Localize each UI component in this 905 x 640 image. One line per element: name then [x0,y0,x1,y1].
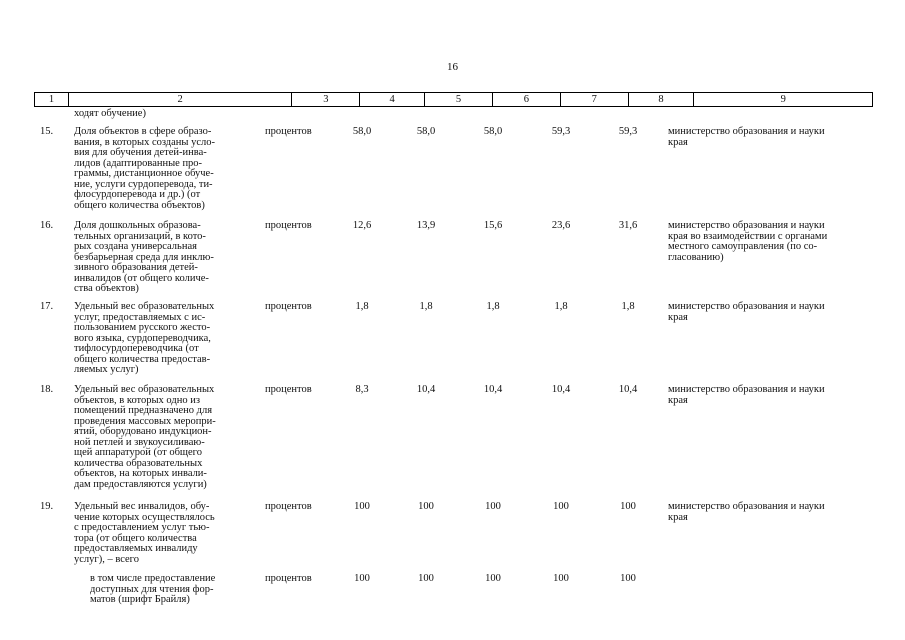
description-line: дам предоставляются услуги) [74,478,207,490]
description-line: объектов, в которых одно из [74,394,200,406]
header-col-5: 5 [425,93,493,106]
value-cell: 10,4 [416,384,436,395]
value-cell: 100 [553,573,569,584]
row-number: 19. [40,501,54,512]
value-cell: 100 [354,573,370,584]
value-cell: 31,6 [618,220,638,231]
header-col-7: 7 [561,93,629,106]
value-cell: 58,0 [483,126,503,137]
unit-cell: процентов [265,301,312,312]
description-line: вого языка, сурдопереводчика, [74,332,211,344]
value-cell: 1,8 [419,301,433,312]
description-line: безбарьерная среда для инклю- [74,251,214,263]
responsible-line: края во взаимодействии с органами [668,230,828,242]
responsible-line: гласованию) [668,251,724,263]
unit-cell: процентов [265,384,312,395]
description-line: пользованием русского жесто- [74,322,211,333]
responsible-line: края [668,136,688,148]
table-header-row [34,92,873,107]
description-line: проведения массовых меропри- [74,415,216,427]
value-cell: 1,8 [554,301,568,312]
description-line: предоставляемых инвалиду [74,543,198,554]
responsible-line: министерство образования и науки [668,301,825,312]
value-cell: 8,3 [355,384,369,395]
description-line: матов (шрифт Брайля) [90,594,190,605]
description-line: вия для обучения детей-инва- [74,147,207,158]
description-line: инвалидов (от общего количе- [74,272,209,284]
indicator-description [90,574,255,606]
description-line: ства объектов) [74,283,139,294]
value-cell: 1,8 [621,301,635,312]
description-line: Удельный вес образовательных [74,384,215,395]
header-col-1: 1 [35,93,69,106]
indicator-description [74,385,254,490]
description-line: зивного образования детей- [74,262,198,273]
description-line: услуг), – всего [74,553,139,565]
unit-cell: процентов [265,501,312,512]
header-col-3: 3 [292,93,360,106]
header-col-9: 9 [780,94,786,105]
description-line: флосурдоперевода и др.) (от [74,189,201,200]
responsible-line: местного самоуправления (по со- [668,241,818,252]
value-cell: 10,4 [483,384,503,395]
page-number: 16 [447,61,458,73]
responsible-line: министерство образования и науки [668,220,825,231]
description-line: с предоставлением услуг тью- [74,522,210,533]
description-line: услуг, предоставляемых с ис- [74,311,206,323]
value-cell: 58,0 [416,126,436,137]
unit-cell: процентов [265,220,312,231]
value-cell: 100 [418,501,434,512]
responsible-cell [668,127,873,148]
value-cell: 100 [620,501,636,512]
description-line: граммы, дистанционное обуче- [74,168,214,179]
responsible-line: края [668,311,688,323]
indicator-description [74,221,254,295]
indicator-description [74,302,254,376]
description-line: ляемых услуг) [74,364,139,375]
description-line: тифлосурдопереводчика (от [74,343,199,354]
description-line: в том числе предоставление [90,573,216,584]
value-cell: 10,4 [618,384,638,395]
value-cell: 13,9 [416,220,436,231]
indicator-description [74,127,254,211]
value-cell: 1,8 [486,301,500,312]
value-cell: 58,0 [352,126,372,137]
row-number: 16. [40,220,54,231]
description-line: помещений предназначено для [74,405,213,416]
description-line: тора (от общего количества [74,532,197,544]
description-line: Удельный вес инвалидов, обу- [74,501,210,512]
value-cell: 100 [485,501,501,512]
header-col-2: 2 [69,93,292,106]
value-cell: 1,8 [355,301,369,312]
header-col-4: 4 [360,93,425,106]
responsible-cell [668,385,873,406]
description-line: ние, услуги сурдоперевода, ти- [74,178,213,190]
value-cell: 59,3 [551,126,571,137]
description-line: тельных организаций, в кото- [74,230,206,242]
description-line: доступных для чтения фор- [90,583,214,595]
description-line: чение которых осуществлялось [74,511,215,523]
value-cell: 100 [553,501,569,512]
value-cell: 10,4 [551,384,571,395]
description-line: рых создана универсальная [74,241,197,252]
value-cell: 100 [418,573,434,584]
value-cell: 15,6 [483,220,503,231]
description-line: Доля дошкольных образова- [74,220,201,231]
value-cell: 100 [485,573,501,584]
row-number: 17. [40,301,54,312]
value-cell: 59,3 [618,126,638,137]
description-line: Удельный вес образовательных [74,301,215,312]
description-line: общего количества предостав- [74,353,211,365]
responsible-cell [668,502,873,523]
header-col-6: 6 [493,93,561,106]
description-line: лидов (адаптированные про- [74,157,203,169]
description-line: щей аппаратурой (от общего [74,447,202,458]
responsible-cell [668,302,873,323]
row-number: 18. [40,384,54,395]
value-cell: 100 [354,501,370,512]
value-cell: 12,6 [352,220,372,231]
description-line: ятий, оборудовано индукцион- [74,426,212,437]
responsible-line: министерство образования и науки [668,384,825,395]
responsible-cell [668,221,873,263]
description-line: вания, в которых созданы усло- [74,136,216,148]
description-line: общего количества объектов) [74,199,205,211]
description-line: ной петлей и звукоусиливаю- [74,436,205,448]
value-cell: 23,6 [551,220,571,231]
unit-cell: процентов [265,126,312,137]
description-line: объектов, на которых инвали- [74,468,207,479]
header-col-8: 8 [629,93,695,106]
indicator-description [74,502,254,565]
responsible-line: края [668,394,688,406]
responsible-line: министерство образования и науки [668,126,825,137]
description-line: Доля объектов в сфере образо- [74,126,212,137]
description-line: количества образовательных [74,457,203,469]
continuation-text: ходят обучение) [74,108,146,119]
row-number: 15. [40,126,54,137]
value-cell: 100 [620,573,636,584]
responsible-line: края [668,511,688,523]
unit-cell: процентов [265,573,312,584]
responsible-line: министерство образования и науки [668,501,825,512]
